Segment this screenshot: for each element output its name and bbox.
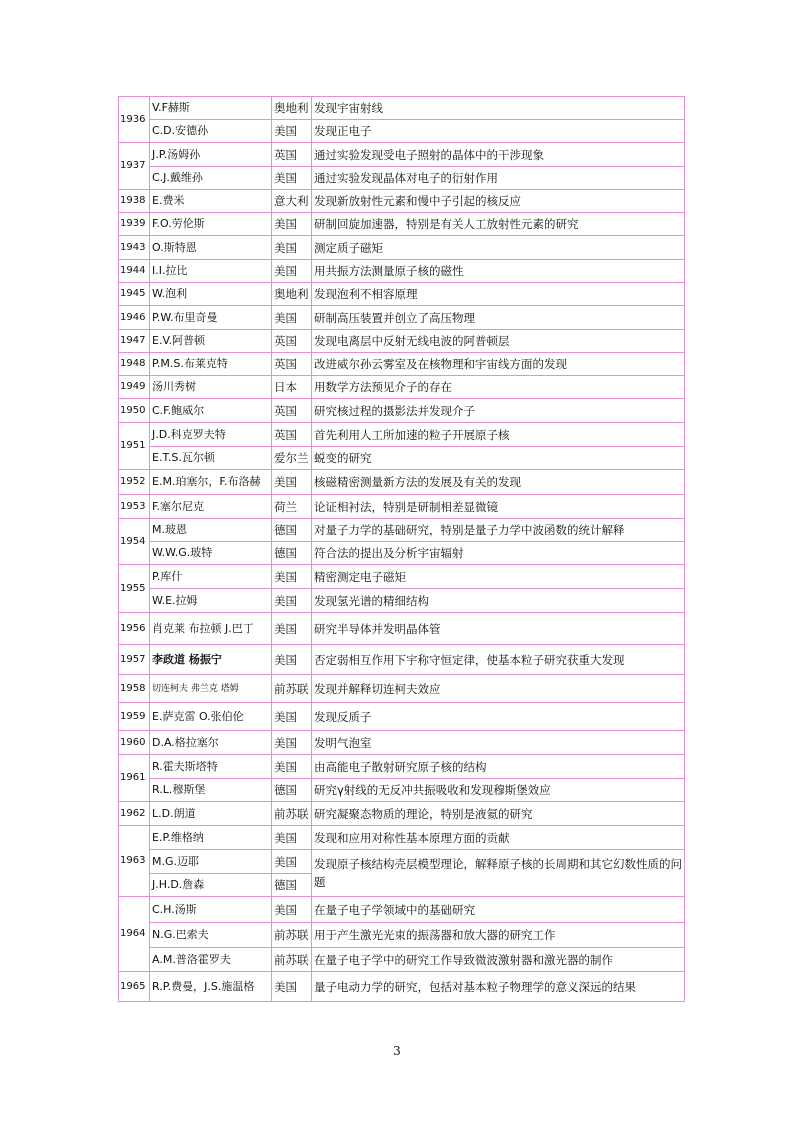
table-row (119, 470, 685, 495)
laureate-cell: E.M.珀塞尔，F.布洛赫 (150, 470, 272, 495)
year-cell: 1956 (119, 613, 150, 645)
year-cell: 1955 (119, 565, 150, 613)
achievement-cell: 符合法的提出及分析宇宙辐射 (312, 542, 685, 565)
achievement-cell: 发明气泡室 (312, 731, 685, 755)
table-row (119, 447, 685, 470)
achievement-cell: 发现泡利不相容原理 (312, 283, 685, 306)
year-cell: 1950 (119, 399, 150, 423)
achievement-cell: 对量子力学的基础研究，特别是量子力学中波函数的统计解释 (312, 519, 685, 542)
year-cell: 1953 (119, 495, 150, 519)
year-cell: 1936 (119, 97, 150, 143)
country-cell: 英国 (272, 353, 312, 376)
table-row (119, 731, 685, 755)
country-cell: 美国 (272, 850, 312, 874)
country-cell: 美国 (272, 972, 312, 1002)
table-row (119, 589, 685, 613)
table-row (119, 675, 685, 703)
laureate-cell: R.P.费曼，J.S.施温格 (150, 972, 272, 1002)
country-cell: 美国 (272, 306, 312, 330)
laureate-cell: E.萨克雷 O.张伯伦 (150, 703, 272, 731)
country-cell: 英国 (272, 399, 312, 423)
country-cell: 美国 (272, 897, 312, 923)
laureate-cell: J.P.汤姆孙 (150, 143, 272, 167)
table-row (119, 167, 685, 190)
year-cell: 1961 (119, 755, 150, 802)
country-cell: 奥地利 (272, 283, 312, 306)
year-cell: 1959 (119, 703, 150, 731)
table-row (119, 495, 685, 519)
achievement-cell: 研制回旋加速器，特别是有关人工放射性元素的研究 (312, 213, 685, 236)
country-cell: 前苏联 (272, 802, 312, 826)
country-cell: 英国 (272, 423, 312, 447)
year-cell: 1964 (119, 897, 150, 972)
table-row (119, 236, 685, 260)
achievement-cell: 发现并解释切连柯夫效应 (312, 675, 685, 703)
country-cell: 德国 (272, 874, 312, 897)
table-row (119, 972, 685, 1002)
country-cell: 美国 (272, 731, 312, 755)
table-row (119, 306, 685, 330)
achievement-cell: 否定弱相互作用下宇称守恒定律，使基本粒子研究获重大发现 (312, 645, 685, 675)
achievement-cell: 发现宇宙射线 (312, 97, 685, 120)
country-cell: 爱尔兰 (272, 447, 312, 470)
achievement-cell: 改进威尔孙云雾室及在核物理和宇宙线方面的发现 (312, 353, 685, 376)
laureate-cell: C.H.汤斯 (150, 897, 272, 923)
table-row (119, 97, 685, 120)
year-cell: 1954 (119, 519, 150, 565)
achievement-cell: 通过实验发现受电子照射的晶体中的干涉现象 (312, 143, 685, 167)
year-cell: 1939 (119, 213, 150, 236)
year-cell: 1944 (119, 260, 150, 283)
year-cell: 1949 (119, 376, 150, 399)
achievement-cell: 发现氢光谱的精细结构 (312, 589, 685, 613)
country-cell: 美国 (272, 213, 312, 236)
achievement-cell: 研究凝聚态物质的理论，特别是液氦的研究 (312, 802, 685, 826)
country-cell: 前苏联 (272, 675, 312, 703)
country-cell: 日本 (272, 376, 312, 399)
table-row (119, 283, 685, 306)
table-row (119, 613, 685, 645)
laureate-cell: P.库什 (150, 565, 272, 589)
achievement-cell: 研制高压装置并创立了高压物理 (312, 306, 685, 330)
laureate-cell: L.D.朗道 (150, 802, 272, 826)
achievement-cell: 由高能电子散射研究原子核的结构 (312, 755, 685, 779)
table-row (119, 923, 685, 948)
country-cell: 美国 (272, 755, 312, 779)
achievement-cell: 蜕变的研究 (312, 447, 685, 470)
table-row (119, 399, 685, 423)
table-row (119, 120, 685, 143)
laureate-cell: P.M.S.布莱克特 (150, 353, 272, 376)
year-cell: 1952 (119, 470, 150, 495)
year-cell: 1945 (119, 283, 150, 306)
country-cell: 美国 (272, 470, 312, 495)
achievement-cell: 研究γ射线的无反冲共振吸收和发现穆斯堡效应 (312, 779, 685, 802)
table-row (119, 645, 685, 675)
table-row (119, 519, 685, 542)
country-cell: 美国 (272, 167, 312, 190)
achievement-cell: 量子电动力学的研究，包括对基本粒子物理学的意义深远的结果 (312, 972, 685, 1002)
country-cell: 前苏联 (272, 948, 312, 972)
achievement-cell: 发现新放射性元素和慢中子引起的核反应 (312, 190, 685, 213)
table-row (119, 353, 685, 376)
table-row (119, 779, 685, 802)
laureate-cell: 切连柯夫 弗兰克 塔姆 (150, 675, 272, 703)
table-row (119, 213, 685, 236)
country-cell: 美国 (272, 565, 312, 589)
year-cell: 1943 (119, 236, 150, 260)
laureate-cell: 汤川秀树 (150, 376, 272, 399)
achievement-cell: 在量子电子学领域中的基础研究 (312, 897, 685, 923)
laureate-cell: V.F赫斯 (150, 97, 272, 120)
achievement-cell: 用数学方法预见介子的存在 (312, 376, 685, 399)
table-row (119, 143, 685, 167)
table-row (119, 850, 685, 874)
table-row (119, 330, 685, 353)
table-row (119, 755, 685, 779)
laureate-cell: 肖克莱 布拉顿 J.巴丁 (150, 613, 272, 645)
table-row (119, 802, 685, 826)
laureate-cell: M.玻恩 (150, 519, 272, 542)
laureate-cell: R.L.穆斯堡 (150, 779, 272, 802)
achievement-cell: 精密测定电子磁矩 (312, 565, 685, 589)
table-row (119, 565, 685, 589)
year-cell: 1937 (119, 143, 150, 190)
achievement-cell: 核磁精密测量新方法的发展及有关的发现 (312, 470, 685, 495)
country-cell: 德国 (272, 519, 312, 542)
table-row (119, 826, 685, 850)
laureate-cell: C.F.鲍威尔 (150, 399, 272, 423)
country-cell: 美国 (272, 645, 312, 675)
country-cell: 美国 (272, 236, 312, 260)
table-row (119, 190, 685, 213)
laureate-cell: E.费米 (150, 190, 272, 213)
table-row (119, 542, 685, 565)
achievement-cell: 用于产生激光光束的振荡器和放大器的研究工作 (312, 923, 685, 948)
table-row (119, 948, 685, 972)
country-cell: 美国 (272, 120, 312, 143)
achievement-cell: 通过实验发现晶体对电子的衍射作用 (312, 167, 685, 190)
laureate-cell: F.塞尔尼克 (150, 495, 272, 519)
laureate-cell: I.I.拉比 (150, 260, 272, 283)
achievement-cell: 论证相衬法，特别是研制相差显微镜 (312, 495, 685, 519)
country-cell: 美国 (272, 826, 312, 850)
country-cell: 美国 (272, 703, 312, 731)
achievement-cell: 发现和应用对称性基本原理方面的贡献 (312, 826, 685, 850)
laureate-cell: E.V.阿普顿 (150, 330, 272, 353)
page-number: 3 (393, 1044, 401, 1058)
country-cell: 德国 (272, 779, 312, 802)
achievement-cell: 发现电离层中反射无线电波的阿普顿层 (312, 330, 685, 353)
laureate-cell: J.D.科克罗夫特 (150, 423, 272, 447)
achievement-cell: 研究半导体并发明晶体管 (312, 613, 685, 645)
table-row (119, 376, 685, 399)
table-row (119, 897, 685, 923)
achievement-cell: 测定质子磁矩 (312, 236, 685, 260)
year-cell: 1947 (119, 330, 150, 353)
laureate-cell: F.O.劳伦斯 (150, 213, 272, 236)
laureate-cell: C.J.戴维孙 (150, 167, 272, 190)
year-cell: 1951 (119, 423, 150, 470)
laureate-cell: W.W.G.玻特 (150, 542, 272, 565)
laureate-cell: R.霍夫斯塔特 (150, 755, 272, 779)
laureate-cell: C.D.安德孙 (150, 120, 272, 143)
year-cell: 1960 (119, 731, 150, 755)
year-cell: 1962 (119, 802, 150, 826)
achievement-cell: 研究核过程的摄影法并发现介子 (312, 399, 685, 423)
country-cell: 前苏联 (272, 923, 312, 948)
achievement-cell: 发现原子核结构壳层模型理论，解释原子核的长周期和其它幻数性质的问题 (312, 850, 685, 897)
country-cell: 荷兰 (272, 495, 312, 519)
laureate-cell: N.G.巴索夫 (150, 923, 272, 948)
country-cell: 美国 (272, 260, 312, 283)
year-cell: 1948 (119, 353, 150, 376)
year-cell: 1938 (119, 190, 150, 213)
table-row (119, 423, 685, 447)
laureate-cell: M.G.迈耶 (150, 850, 272, 874)
country-cell: 意大利 (272, 190, 312, 213)
achievement-cell: 发现反质子 (312, 703, 685, 731)
laureate-cell: J.H.D.詹森 (150, 874, 272, 897)
achievement-cell: 用共振方法测量原子核的磁性 (312, 260, 685, 283)
year-cell: 1965 (119, 972, 150, 1002)
laureate-cell: W.泡利 (150, 283, 272, 306)
laureate-cell: E.P.维格纳 (150, 826, 272, 850)
year-cell: 1946 (119, 306, 150, 330)
country-cell: 奥地利 (272, 97, 312, 120)
nobel-physics-table (118, 96, 685, 1002)
laureate-cell: E.T.S.瓦尔顿 (150, 447, 272, 470)
achievement-cell: 首先利用人工所加速的粒子开展原子核 (312, 423, 685, 447)
achievement-cell: 发现正电子 (312, 120, 685, 143)
country-cell: 英国 (272, 330, 312, 353)
country-cell: 美国 (272, 613, 312, 645)
laureate-cell: A.M.普洛霍罗夫 (150, 948, 272, 972)
laureate-cell: O.斯特恩 (150, 236, 272, 260)
laureate-cell: 李政道 杨振宁 (150, 645, 272, 675)
country-cell: 英国 (272, 143, 312, 167)
year-cell: 1958 (119, 675, 150, 703)
year-cell: 1957 (119, 645, 150, 675)
achievement-cell: 在量子电子学中的研究工作导致微波激射器和激光器的制作 (312, 948, 685, 972)
year-cell: 1963 (119, 826, 150, 897)
table-row (119, 703, 685, 731)
laureate-cell: D.A.格拉塞尔 (150, 731, 272, 755)
country-cell: 美国 (272, 589, 312, 613)
laureate-cell: W.E.拉姆 (150, 589, 272, 613)
laureate-cell: P.W.布里奇曼 (150, 306, 272, 330)
country-cell: 德国 (272, 542, 312, 565)
table-row (119, 260, 685, 283)
